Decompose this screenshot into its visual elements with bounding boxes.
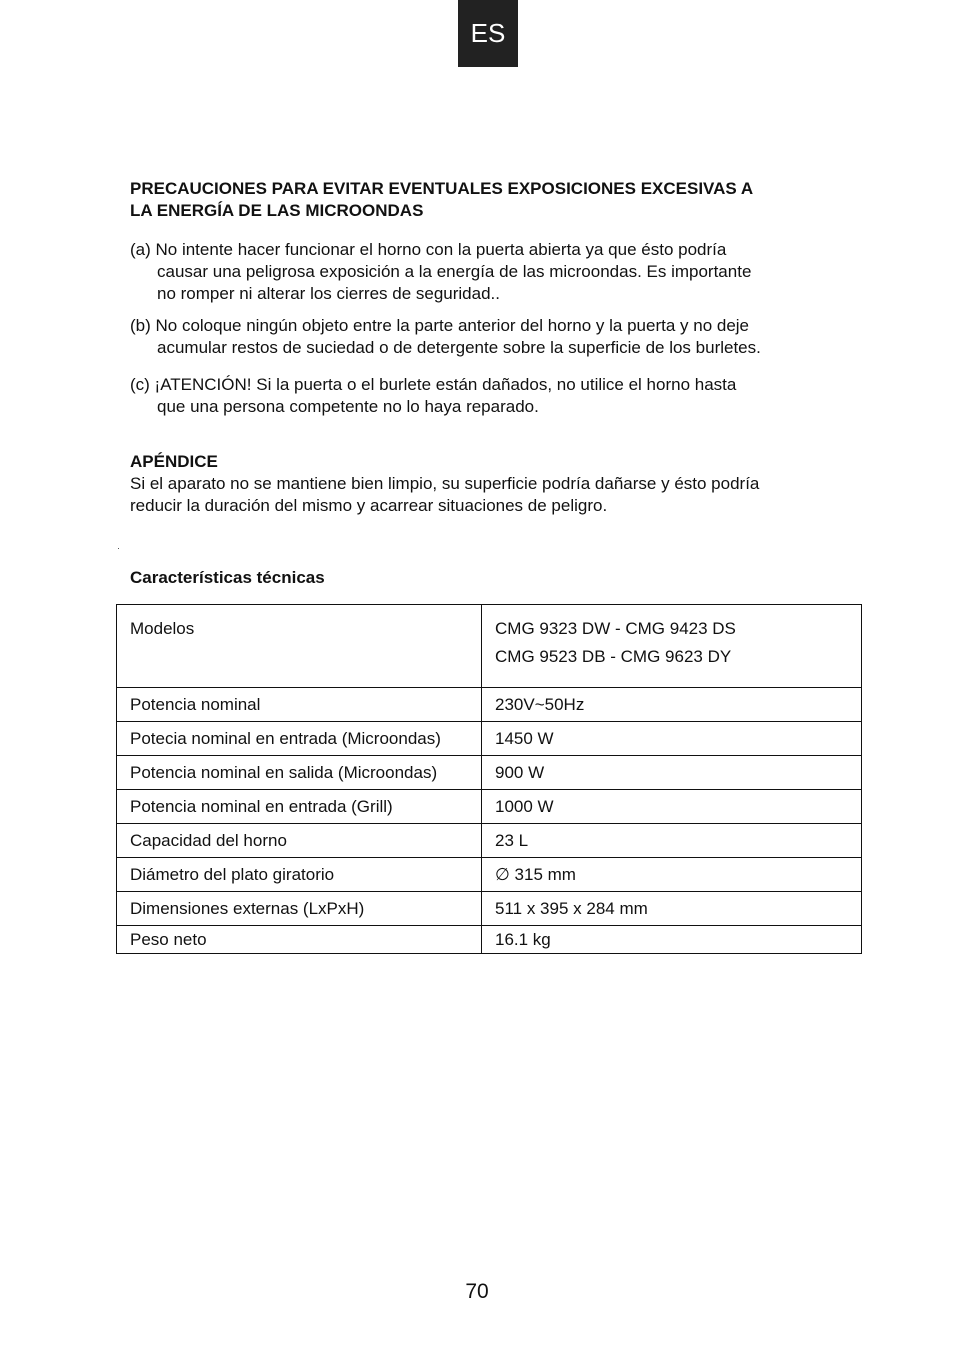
precaution-item-b-line2: acumular restos de suciedad o de detergente sobre la superficie de los burletes.: [157, 338, 761, 357]
appendix-heading: APÉNDICE: [130, 452, 218, 471]
precaution-item-a-line3: no romper ni alterar los cierres de seguridad..: [157, 284, 500, 303]
table-row: [117, 858, 862, 892]
precaution-item-c-line2: que una persona competente no lo haya reparado.: [157, 397, 539, 416]
table-row: [117, 756, 862, 790]
specs-heading: Características técnicas: [130, 568, 325, 587]
spec-label: Capacidad del horno: [117, 824, 482, 858]
spec-value: [482, 605, 862, 688]
precautions-heading-line2: LA ENERGÍA DE LAS MICROONDAS: [130, 201, 424, 220]
spec-label: Dimensiones externas (LxPxH): [117, 892, 482, 926]
spec-value: 1000 W: [482, 790, 862, 824]
spec-value-line2: CMG 9523 DB - CMG 9623 DY: [495, 647, 732, 666]
specs-table: [116, 604, 862, 954]
precaution-item-a: [130, 239, 850, 305]
spec-label: Potencia nominal en salida (Microondas): [117, 756, 482, 790]
spec-value: 1450 W: [482, 722, 862, 756]
precaution-item-a-line1: (a) No intente hacer funcionar el horno con la puerta abierta ya que ésto podría: [130, 240, 727, 259]
spec-label: Modelos: [117, 605, 482, 688]
precaution-item-b: [130, 315, 850, 359]
table-row: [117, 824, 862, 858]
precautions-heading-line1: PRECAUCIONES PARA EVITAR EVENTUALES EXPOSICIONES EXCESIVAS A: [130, 179, 754, 198]
spec-label: Potencia nominal en entrada (Grill): [117, 790, 482, 824]
language-tab: ES: [458, 0, 518, 67]
table-row: [117, 790, 862, 824]
spec-label: Potecia nominal en entrada (Microondas): [117, 722, 482, 756]
spec-value: 23 L: [482, 824, 862, 858]
precaution-item-c: [130, 374, 850, 418]
spec-value-line1: CMG 9323 DW - CMG 9423 DS: [495, 619, 736, 638]
spec-value: 16.1 kg: [482, 926, 862, 954]
table-row: [117, 892, 862, 926]
appendix-text-line1: Si el aparato no se mantiene bien limpio, su superficie podría dañarse y ésto podría: [130, 474, 760, 493]
table-row: [117, 688, 862, 722]
spec-value: 900 W: [482, 756, 862, 790]
spec-label: Potencia nominal: [117, 688, 482, 722]
table-row: [117, 722, 862, 756]
appendix-text: [130, 473, 759, 517]
precautions-heading: [130, 178, 753, 222]
appendix-text-line2: reducir la duración del mismo y acarrear situaciones de peligro.: [130, 496, 608, 515]
precaution-item-a-line2: causar una peligrosa exposición a la energía de las microondas. Es importante: [157, 262, 752, 281]
table-row: [117, 926, 862, 954]
precaution-item-c-line1: (c) ¡ATENCIÓN! Si la puerta o el burlete están dañados, no utilice el horno hasta: [130, 375, 737, 394]
table-row: [117, 605, 862, 688]
spec-value: 230V~50Hz: [482, 688, 862, 722]
stray-dot: [118, 548, 119, 549]
spec-label: Diámetro del plato giratorio: [117, 858, 482, 892]
spec-value: ∅ 315 mm: [482, 858, 862, 892]
precaution-item-b-line1: (b) No coloque ningún objeto entre la parte anterior del horno y la puerta y no deje: [130, 316, 750, 335]
spec-value: 511 x 395 x 284 mm: [482, 892, 862, 926]
page-number: 70: [465, 1280, 489, 1303]
spec-label: Peso neto: [117, 926, 482, 954]
